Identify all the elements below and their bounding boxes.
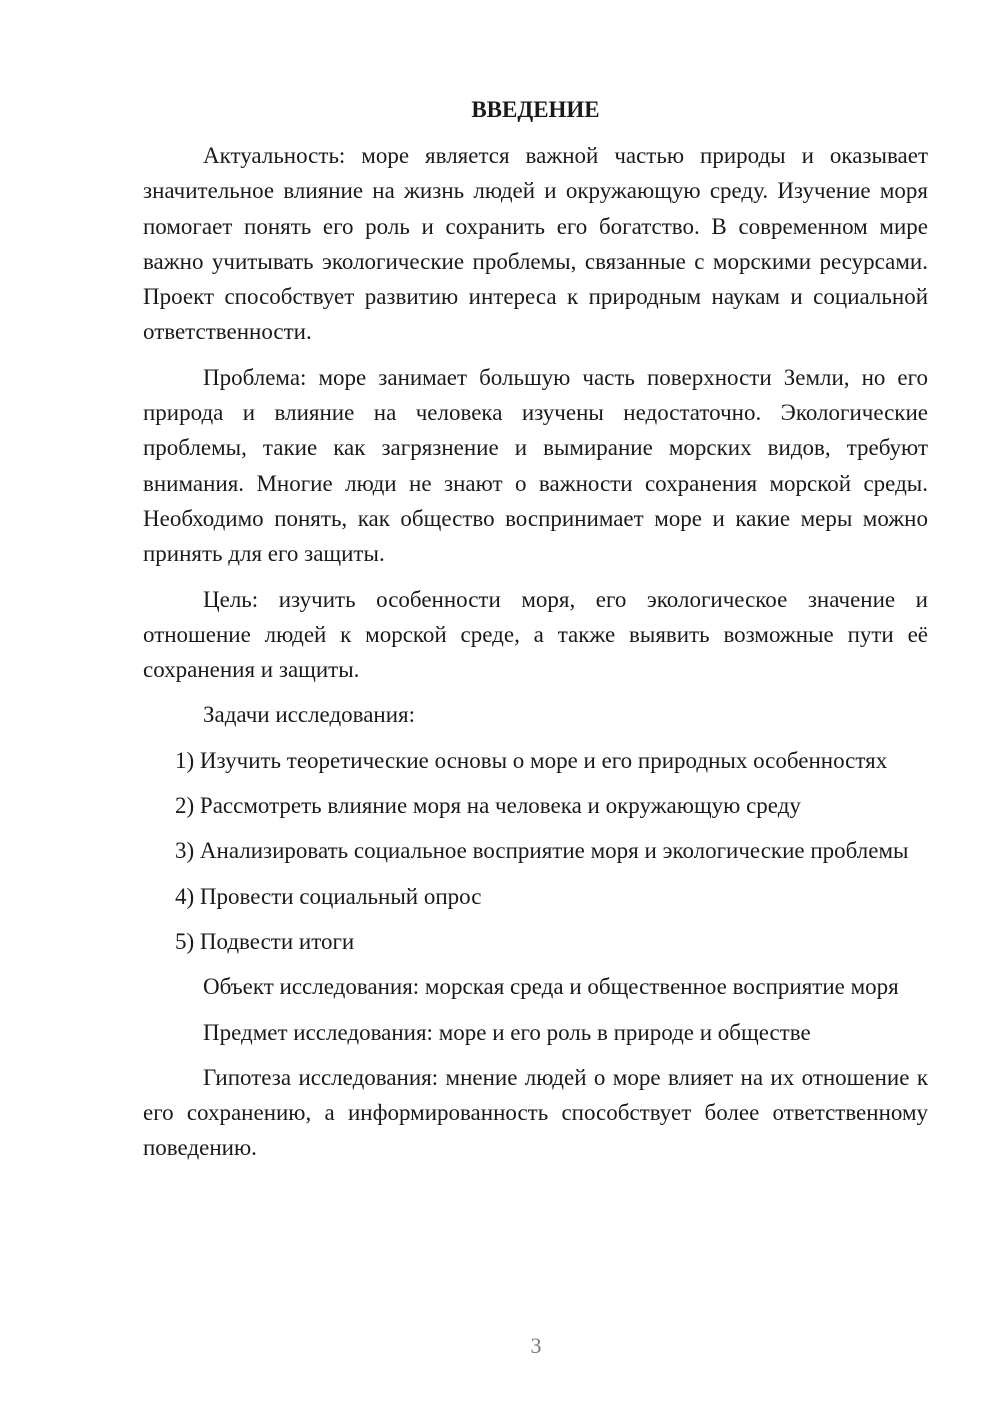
section-title: ВВЕДЕНИЕ: [471, 97, 600, 122]
paragraph-subject: Предмет исследования: море и его роль в природе и обществе: [203, 1019, 811, 1045]
tasks-heading: Задачи исследования:: [203, 702, 416, 728]
paragraph-object: Объект исследования: морская среда и общественное восприятие моря: [203, 974, 899, 1000]
paragraph-relevance: Актуальность: море является важной частью природы и оказывает значительное влияние на жизнь людей и окружающую среду. Изучение моря помогает понять его роль и сохранить его богатство. В современном мире важно учитывать экологические проблемы, связанные с морскими ресурсами. Проект способствует развитию интереса к природным наукам и социальной ответственности.: [143, 143, 928, 345]
page-body: [143, 94, 928, 1176]
task-item-2: 2) Рассмотреть влияние моря на человека и окружающую среду: [175, 793, 801, 819]
task-item-4: 4) Провести социальный опрос: [175, 883, 482, 909]
task-item-3: 3) Анализировать социальное восприятие моря и экологические проблемы: [175, 838, 909, 864]
task-item-5: 5) Подвести итоги: [175, 928, 355, 954]
paragraph-hypothesis: Гипотеза исследования: мнение людей о море влияет на их отношение к его сохранению, а информированность способствует более ответственному поведению.: [143, 1064, 928, 1161]
paragraph-goal: Цель: изучить особенности моря, его экологическое значение и отношение людей к морской среде, а также выявить возможные пути её сохранения и защиты.: [143, 586, 928, 683]
paragraph-problem: Проблема: море занимает большую часть поверхности Земли, но его природа и влияние на человека изучены недостаточно. Экологические проблемы, такие как загрязнение и вымирание морских видов, требуют внимания. Многие люди не знают о важности сохранения морской среды. Необходимо понять, как общество воспринимает море и какие меры можно принять для его защиты.: [143, 364, 928, 567]
page-number: 3: [530, 1333, 542, 1358]
task-item-1: 1) Изучить теоретические основы о море и его природных особенностях: [175, 747, 888, 773]
